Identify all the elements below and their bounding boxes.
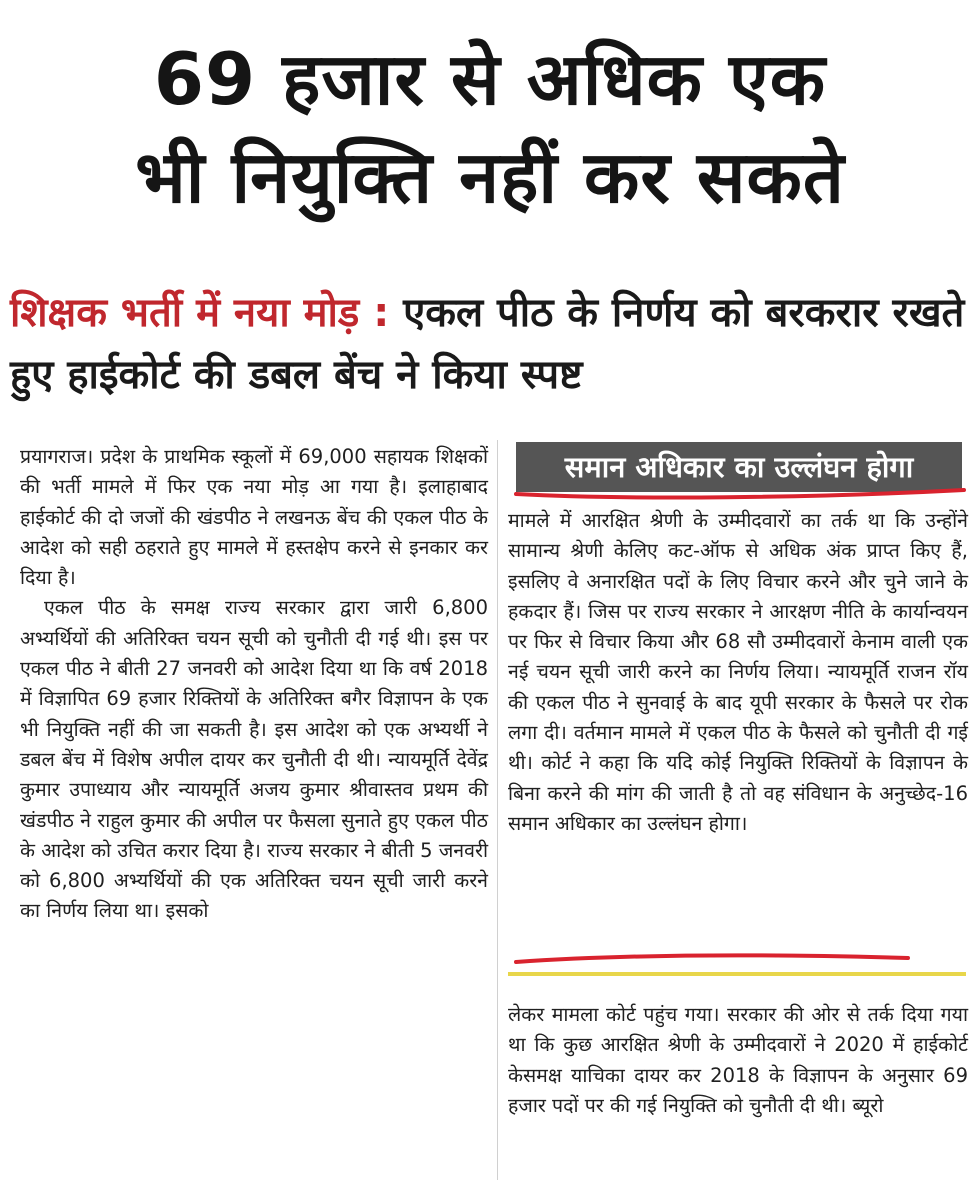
body-red-underline: [512, 950, 912, 970]
right-continuation: [508, 1000, 968, 1121]
left-paragraph-1: प्रयागराज। प्रदेश के प्राथमिक स्कूलों में 69,000 सहायक शिक्षकों की भर्ती मामले में फिर एक नया मोड़ आ गया है। इलाहाबाद हाईकोर्ट की दो जजों की खंडपीठ ने लखनऊ बेंच की एकल पीठ के आदेश को सही ठहराते हुए मामले में हस्तक्षेप करने से इनकार कर दिया है।: [20, 445, 488, 590]
left-column: [20, 442, 488, 927]
headline-line-1: 69 हजार से अधिक एक: [153, 37, 827, 121]
box-heading: समान अधिकार का उल्लंघन होगा: [516, 442, 962, 492]
subheadline-text: एकल पीठ के निर्णय को बरकरार रखते हुए हाईकोर्ट की डबल बेंच ने किया स्पष्ट: [10, 290, 965, 398]
yellow-rule: [508, 972, 966, 976]
subheadline-kicker: शिक्षक भर्ती में नया मोड़ :: [10, 290, 390, 336]
left-paragraph-2: एकल पीठ के समक्ष राज्य सरकार द्वारा जारी 6,800 अभ्यर्थियों की अतिरिक्त चयन सूची को चुनौती दी गई थी। इस पर एकल पीठ ने बीती 27 जनवरी को आदेश दिया था कि वर्ष 2018 में विज्ञापित 69 हजार रिक्तियों के अतिरिक्त बगैर विज्ञापन के एक भी नियुक्ति नहीं की जा सकती है। इस आदेश को एक अभ्यर्थी ने डबल बेंच में विशेष अपील दायर कर चुनौती दी थी। न्यायमूर्ति देवेंद्र कुमार उपाध्याय और न्यायमूर्ति अजय कुमार श्रीवास्तव प्रथम की खंडपीठ ने राहुल कुमार की अपील पर फैसला सुनाते हुए एकल पीठ के आदेश को उचित करार दिया है। राज्य सरकार ने बीती 5 जनवरी को 6,800 अभ्यर्थियों की एक अतिरिक्त चयन सूची जारी करने का निर्णय लिया था। इसको: [20, 596, 488, 923]
box-body-text: मामले में आरक्षित श्रेणी के उम्मीदवारों का तर्क था कि उन्होंने सामान्य श्रेणी केलिए कट-ऑफ से अधिक अंक प्राप्त किए हैं, इसलिए वे अनारक्षित पदों के लिए विचार करने और चुने जाने के हकदार हैं। जिस पर राज्य सरकार ने आरक्षण नीति के कार्यान्वयन पर फिर से विचार किया और 68 सौ उम्मीदवारों केनाम वाली एक नई चयन सूची जारी करने का निर्णय लिया। न्यायमूर्ति राजन रॉय की एकल पीठ ने सुनवाई के बाद यूपी सरकार के फैसले पर रोक लगा दी। वर्तमान मामले में एकल पीठ के फैसले को चुनौती दी गई थी। कोर्ट ने कहा कि यदि कोई नियुक्ति रिक्तियों के विज्ञापन के बिना करने की मांग की जाती है तो वह संविधान के अनुच्छेद-16 समान अधिकार का उल्लंघन होगा।: [508, 509, 968, 835]
box-body: [508, 506, 968, 839]
headline: [20, 30, 960, 226]
right-continuation-text: लेकर मामला कोर्ट पहुंच गया। सरकार की ओर से तर्क दिया गया था कि कुछ आरक्षित श्रेणी के उम्मीदवारों ने 2020 में हाईकोर्ट केसमक्ष याचिका दायर कर 2018 के विज्ञापन के अनुसार 69 हजार पदों पर की गई नियुक्ति को चुनौती दी थी। ब्यूरो: [508, 1003, 968, 1117]
heading-red-underline: [512, 484, 968, 508]
column-divider: [497, 440, 498, 1180]
subheadline: [10, 282, 972, 406]
headline-line-2: भी नियुक्ति नहीं कर सकते: [135, 135, 845, 219]
